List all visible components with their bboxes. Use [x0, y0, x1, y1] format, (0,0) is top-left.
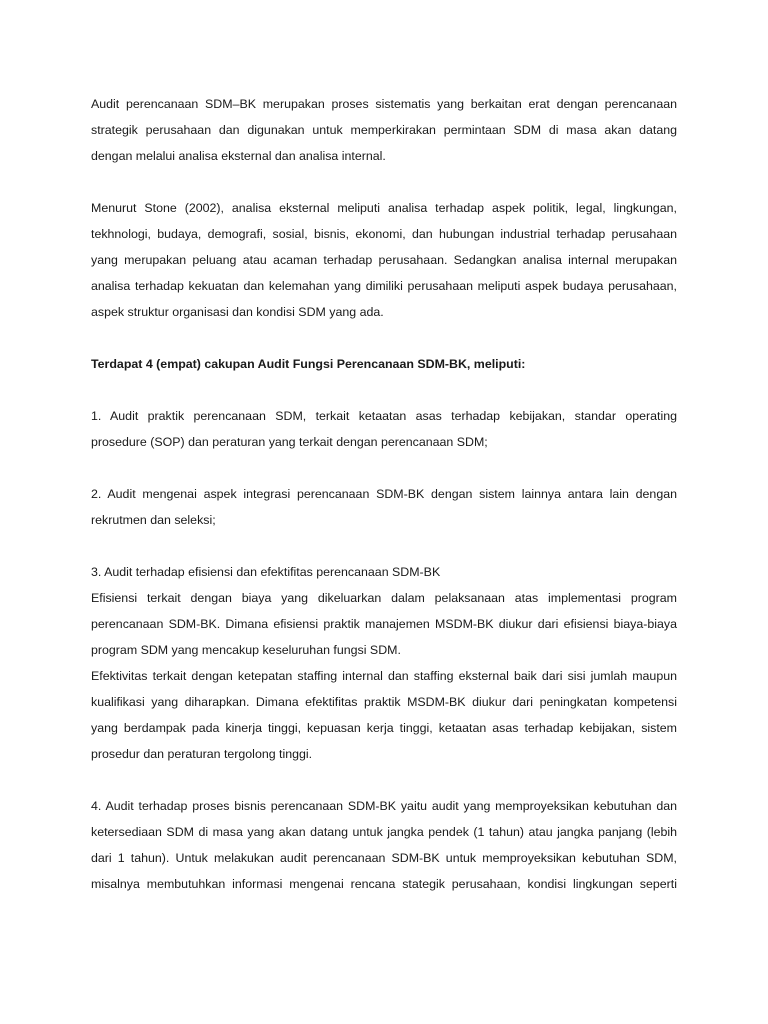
text-line: 4. Audit terhadap proses bisnis perencanaan SDM-BK yaitu audit yang memproyeksikan kebutuhan dan	[91, 799, 677, 813]
text-line: dengan melalui analisa eksternal dan analisa internal.	[91, 149, 386, 163]
text-line: yang merupakan peluang atau acaman terhadap perusahaan. Sedangkan analisa internal merupakan	[91, 253, 677, 267]
text-line: yang berdampak pada kinerja tinggi, kepuasan kerja tinggi, ketaatan asas terhadap kebijakan, sistem	[91, 721, 677, 735]
paragraph-intro	[91, 91, 677, 169]
text-line: Efektivitas terkait dengan ketepatan staffing internal dan staffing eksternal baik dari sisi jumlah maupun	[91, 669, 677, 683]
paragraph-stone-analysis	[91, 195, 677, 325]
heading-text: Terdapat 4 (empat) cakupan Audit Fungsi Perencanaan SDM-BK, meliputi:	[91, 357, 526, 371]
text-line: perencanaan SDM-BK. Dimana efisiensi praktik manajemen MSDM-BK diukur dari efisiensi biaya-biaya	[91, 617, 677, 631]
text-line: Menurut Stone (2002), analisa eksternal meliputi analisa terhadap aspek politik, legal, lingkungan,	[91, 201, 677, 215]
paragraph-efisiensi	[91, 585, 677, 663]
text-line: rekrutmen dan seleksi;	[91, 513, 216, 527]
text-line: Efisiensi terkait dengan biaya yang dikeluarkan dalam pelaksanaan atas implementasi program	[91, 591, 677, 605]
text-line: 1. Audit praktik perencanaan SDM, terkait ketaatan asas terhadap kebijakan, standar operating	[91, 409, 677, 423]
text-line: 2. Audit mengenai aspek integrasi perencanaan SDM-BK dengan sistem lainnya antara lain dengan	[91, 487, 677, 501]
text-line: Audit perencanaan SDM–BK merupakan proses sistematis yang berkaitan erat dengan perencanaan	[91, 97, 677, 111]
text-line: prosedure (SOP) dan peraturan yang terkait dengan perencanaan SDM;	[91, 435, 488, 449]
text-line: ketersediaan SDM di masa yang akan datang untuk jangka pendek (1 tahun) atau jangka panjang (lebih	[91, 825, 677, 839]
text-line: prosedur dan peraturan tergolong tinggi.	[91, 747, 313, 761]
text-line: misalnya membutuhkan informasi mengenai rencana stategik perusahaan, kondisi lingkungan seperti	[91, 877, 677, 891]
text-line: tekhnologi, budaya, demografi, sosial, bisnis, ekonomi, dan hubungan industrial terhadap perusahaan	[91, 227, 677, 241]
text-line: 3. Audit terhadap efisiensi dan efektifitas perencanaan SDM-BK	[91, 565, 441, 579]
list-item-2	[91, 481, 677, 533]
text-line: program SDM yang mencakup keseluruhan fungsi SDM.	[91, 643, 401, 657]
paragraph-efektivitas	[91, 663, 677, 767]
section-heading	[91, 351, 677, 377]
text-line: aspek struktur organisasi dan kondisi SDM yang ada.	[91, 305, 384, 319]
text-line: analisa terhadap kekuatan dan kelemahan yang dimiliki perusahaan meliputi aspek budaya perusahaan,	[91, 279, 677, 293]
text-line: kualifikasi yang diharapkan. Dimana efektifitas praktik MSDM-BK diukur dari peningkatan kompetensi	[91, 695, 677, 709]
list-item-1	[91, 403, 677, 455]
document-body	[91, 91, 677, 923]
list-item-3	[91, 559, 677, 585]
list-item-4	[91, 793, 677, 897]
text-line: dari 1 tahun). Untuk melakukan audit perencanaan SDM-BK untuk memproyeksikan kebutuhan SDM,	[91, 851, 677, 865]
text-line: strategik perusahaan dan digunakan untuk memperkirakan permintaan SDM di masa akan datang	[91, 123, 677, 137]
